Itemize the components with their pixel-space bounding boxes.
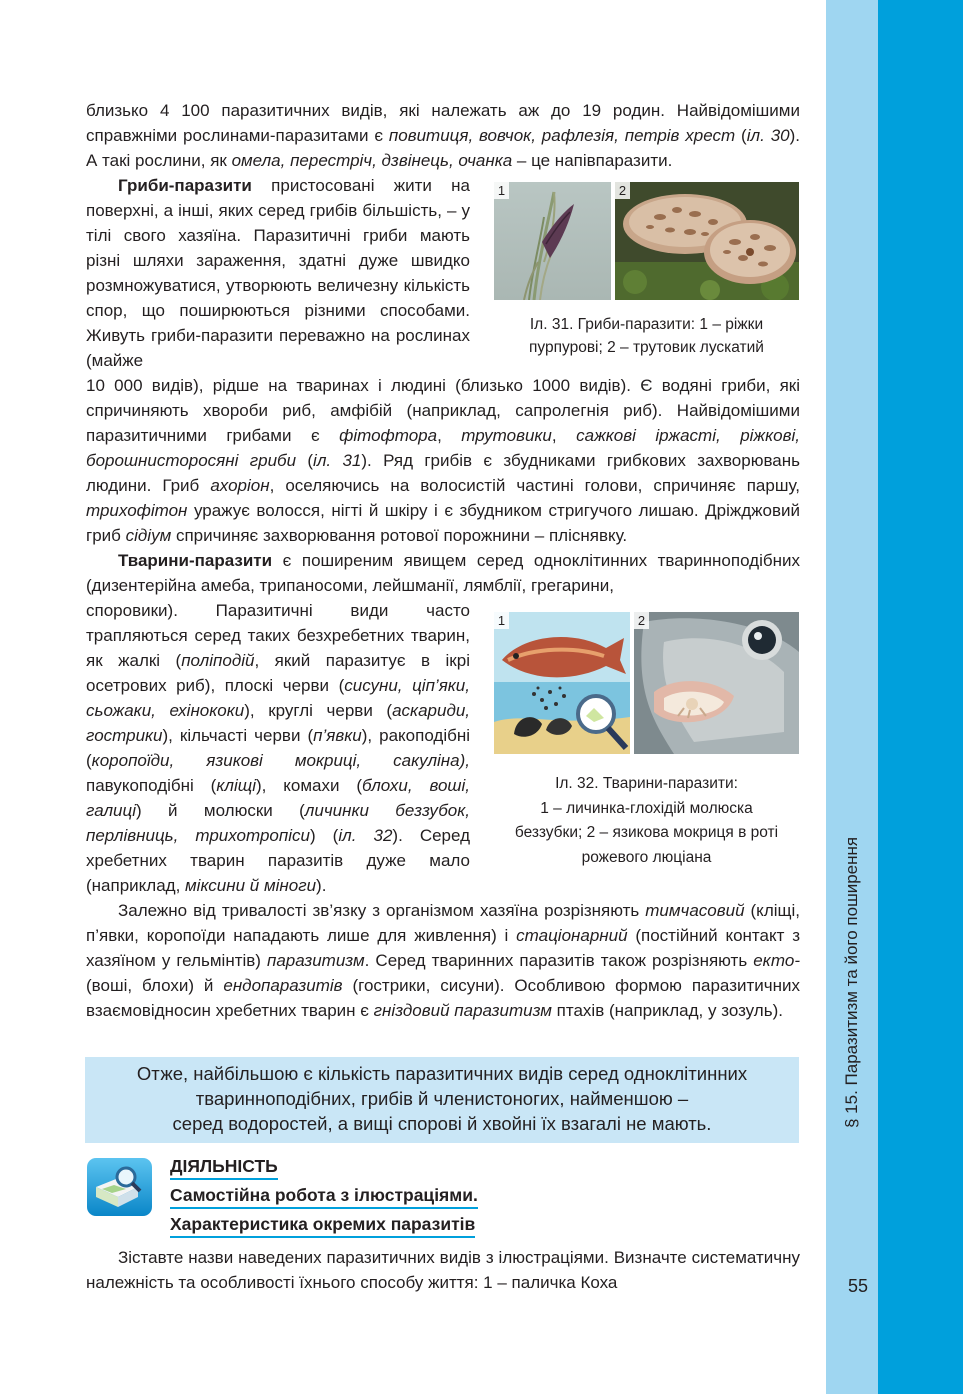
paragraph-animals: Тварини-паразити є поширеним явищем серед одноклітинних тваринноподібних (дизентерійна амеба, трипаносоми, лейшманії, лямблії, грегарини, (86, 551, 800, 595)
activity-subheading-2: Характеристика окремих паразитів (170, 1212, 475, 1238)
activity-subheading-1: Самостійна робота з ілюстраціями. (170, 1183, 478, 1209)
paragraph-animals-continued: споровики). Паразитичні види часто трапляються серед таких безхребетних тварин, як жалкі (поліподій, який паразитує в ікрі осетрових риб), плоскі черви (сисуни, ціп’яки, сьожаки, ехінококи), круглі черви (аскариди, гострики), кільчасті черви (п’явки), ракоподібні (коропоїди, язикові мокриці, сакуліна), павукоподібні (кліщі), комахи (блохи, воші, галиці) й молюски (личинки беззубок, перлівниць, трихотропіси) (іл. 32). Серед хребетних тварин паразитів дуже мало (наприклад, міксини й міноги). (86, 601, 471, 895)
sidebar-dark-strip (878, 0, 963, 1394)
page-number: 55 (848, 1276, 869, 1296)
figure-31-caption: Іл. 31. Гриби-паразити: 1 – ріжки пурпурові; 2 – трутовик лускатий (529, 316, 764, 356)
conclusion-box: Отже, найбільшою є кількість паразитичних видів серед одноклітинних тваринноподібних, грибів й членистоногих, найменшою – серед водоростей, а вищі спорові й хвойні їх взагалі не мають. (85, 1057, 799, 1143)
paragraph-intro: близько 4 100 паразитичних видів, які належать аж до 19 родин. Найвідомішими справжніми рослинами-паразитами є повитиця, вовчок, рафлезія, петрів хрест (іл. 30). А такі рослини, як омела, перестріч, дзвінець, очанка – це напівпаразити. (86, 101, 800, 170)
paragraph-task: Зіставте назви наведених паразитичних видів з ілюстраціями. Визначте систематичну належність та особливості їхнього способу життя: 1 – паличка Коха (86, 1248, 800, 1292)
paragraph-fungi-continued: 10 000 видів), рідше на тваринах і людині (близько 1000 видів). Є водяні гриби, які спричиняють хвороби риб, амфібій (наприклад, сапролегнія риб). Найвідомішими паразитичними грибами є фітофтора, трутовики, сажкові іржасті, ріжкові, борошнисторосяні гриби (іл. 31). Ряд грибів є збудниками грибкових захворювань людини. Гриб ахоріон, оселяючись на волосистій частині голови, спричиняє паршу, трихофітон уражує волосся, нігті й шкіру і є збудником стригучого лишаю. Дріжджовий гриб сідіум спричиняє захворювання ротової порожнини – пліснявку. (86, 376, 800, 545)
figure-32-caption: Іл. 32. Тварини-паразити: 1 – личинка-глохідій молюска беззубки; 2 – язикова мокриця в роті рожевого люціана (514, 775, 779, 866)
sidebar-light-strip (826, 0, 878, 1394)
figure-31-image-2 (615, 182, 799, 300)
figure-number-label: 1 (494, 182, 509, 199)
figure-31-image-1 (494, 182, 611, 300)
paragraph-parasitism-types: Залежно від тривалості зв’язку з організмом хазяїна розрізняють тимчасовий (кліщі, п’явки, коропоїди нападають лише для живлення) і стаціонарний (постійний контакт з хазяїном у гельмінтів) паразитизм. Серед тваринних паразитів також розрізняють екто- (воші, блохи) й ендопаразитів (гострики, сисуни). Особливою формою паразитичних взаємовідносин хребетних тварин є гніздовий паразитизм птахів (наприклад, у зозуль). (86, 901, 801, 1020)
figure-number-label: 1 (494, 612, 509, 629)
figure-number-label: 2 (615, 182, 630, 199)
section-title: § 15. Паразитизм та його поширення (842, 836, 861, 1128)
activity-heading: ДІЯЛЬНІСТЬ (170, 1154, 278, 1180)
figure-32-image-2 (634, 612, 799, 754)
figure-number-label: 2 (634, 612, 649, 629)
map-magnifier-icon (86, 1157, 153, 1217)
paragraph-fungi: Гриби-паразити пристосовані жити на поверхні, а інші, яких серед грибів більшість, – у тілі свого хазяїна. Паразитичні гриби мають різні шляхи зараження, здатні дуже швидко розмножуватися, утворюють величезну кількість спор, що поширюються різними способами. Живуть гриби-паразити переважно на рослинах (майже (86, 176, 470, 370)
figure-32-image-1 (494, 612, 630, 754)
